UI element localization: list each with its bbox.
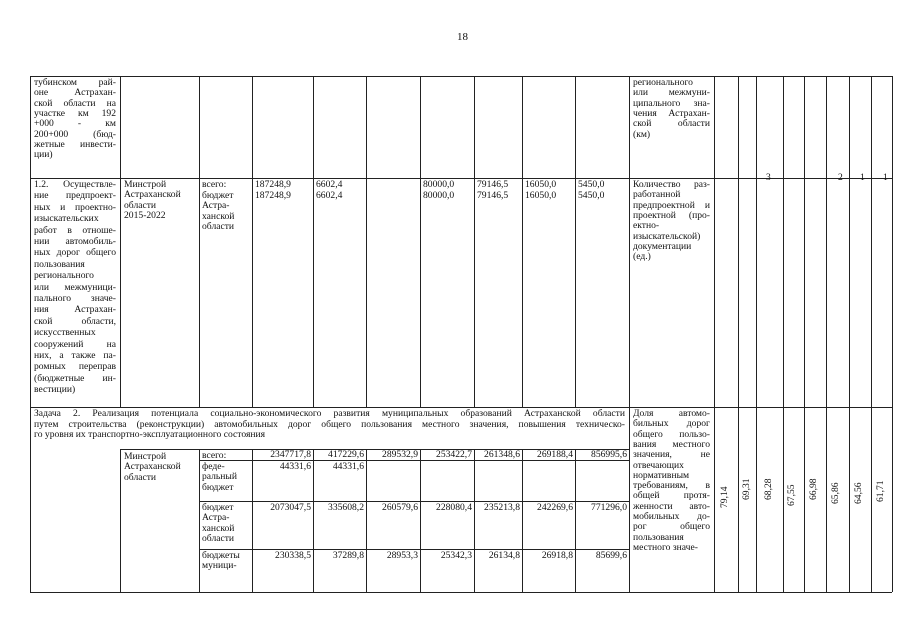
col-divider xyxy=(738,76,739,592)
task2-title-line: го уровня их транспортно-эксплуатационного состояния xyxy=(34,429,266,440)
row2-source-total xyxy=(202,180,226,190)
row2-description-line: сооружений на xyxy=(34,338,116,350)
text-line: Минстрой xyxy=(124,179,167,190)
target-value: 66,98 xyxy=(808,478,819,500)
task2-value-cell: 856995,6 xyxy=(591,449,627,460)
col-divider xyxy=(522,76,523,407)
task2-value-cell: 242269,6 xyxy=(537,502,573,513)
col-divider xyxy=(252,76,253,407)
row1-description-line: жетные инвести- xyxy=(34,138,116,150)
text-line: бюджет xyxy=(202,190,234,201)
row1-description-line: +000 - км xyxy=(34,118,116,130)
row2-value-cell: 5450,0 xyxy=(578,190,605,201)
row2-description-line: ромных переправ xyxy=(34,361,116,373)
text-line: Астраханской xyxy=(124,461,181,473)
page-number: 18 xyxy=(457,31,468,43)
row1-description-line: 200+000 (бюд- xyxy=(34,128,116,140)
text-line: ханской xyxy=(202,210,235,222)
col-divider xyxy=(420,76,421,407)
text-line: всего: xyxy=(202,450,227,461)
text-line: Минстрой xyxy=(124,451,167,462)
text-line: области xyxy=(124,199,157,211)
row2-description-line: (бюджетные ин- xyxy=(34,372,116,384)
task2-source xyxy=(202,551,240,572)
text-line: бюджет xyxy=(202,502,234,513)
task2-indicator-line: женности авто- xyxy=(633,500,710,512)
text-line: бюджеты xyxy=(202,550,240,561)
target-value: 1 xyxy=(883,172,888,183)
text-line: Астра- xyxy=(202,512,230,524)
col-divider xyxy=(871,76,872,592)
text-line: феде- xyxy=(202,461,225,472)
row2-value-cell: 16050,0 xyxy=(525,190,557,201)
row2-description-line: 1.2. Осуществле- xyxy=(34,179,116,190)
row2-description-line: ных дорог общего xyxy=(34,247,116,259)
task2-title-line: путем строительства (реконструкции) автомобильных дорог общего пользования местного значения, повышения техническо- xyxy=(34,418,625,430)
row1-description-line: ской области на xyxy=(34,97,116,109)
table-right-border xyxy=(892,76,893,592)
task2-indicator-line: значения, не xyxy=(633,449,710,461)
row2-indicator-line: изыскательской) xyxy=(633,230,701,242)
task2-value-cell: 26918,8 xyxy=(541,550,573,561)
task2-value-cell: 2347717,8 xyxy=(270,449,311,460)
task2-indicator-line: пользования xyxy=(633,531,684,543)
text-line: области xyxy=(202,532,235,544)
task2-value-cell: 26134,8 xyxy=(488,550,520,561)
row2-executor xyxy=(124,180,181,221)
row2-value-cell: 6602,4 xyxy=(316,179,343,190)
row2-indicator-line: ектно- xyxy=(633,220,660,232)
col-divider xyxy=(420,449,421,592)
task2-value-cell: 260579,6 xyxy=(382,502,418,513)
row2-description-line: вестиции) xyxy=(34,384,76,396)
task2-value-cell: 44331,6 xyxy=(332,461,364,472)
row2-value-cell: 79146,5 xyxy=(477,179,509,190)
text-line: всего: xyxy=(202,179,227,190)
row2-indicator-line: предпроектной и xyxy=(633,199,710,211)
col-divider xyxy=(714,76,715,592)
text-line: ханской xyxy=(202,522,235,534)
task2-indicator-line: общей протя- xyxy=(633,490,710,502)
row2-indicator-line: (ед.) xyxy=(633,251,651,263)
row2-value-cell: 187248,9 xyxy=(255,179,291,190)
target-value: 61,71 xyxy=(875,480,886,502)
text-line: Астраханской xyxy=(124,189,181,201)
col-divider xyxy=(783,76,784,592)
task2-indicator-line: общего пользо- xyxy=(633,428,710,440)
task2-value-cell: 228080,4 xyxy=(436,502,472,513)
task2-indicator-line: вания местного xyxy=(633,438,710,450)
target-value: 1 xyxy=(860,172,865,183)
row1-description-line: ции) xyxy=(34,149,53,161)
col-divider xyxy=(474,76,475,407)
col-divider xyxy=(629,76,630,592)
task2-indicator-line: рог общего xyxy=(633,521,710,533)
target-value: 68,28 xyxy=(763,478,774,500)
row2-value-cell: 79146,5 xyxy=(477,190,509,201)
task2-value-cell: 335608,2 xyxy=(328,502,364,513)
row2-indicator-line: проектной (про- xyxy=(633,209,710,221)
task2-indicator-line: местного значе- xyxy=(633,541,698,553)
col-divider xyxy=(120,76,121,407)
row1-description-line: тубинском рай- xyxy=(34,77,116,88)
task2-indicator-line: нормативным xyxy=(633,469,690,481)
task2-indicator-line: мобильных до- xyxy=(633,511,710,522)
row1-indicator-line: или межмуни- xyxy=(633,87,710,99)
task2-value-cell: 85699,6 xyxy=(595,550,627,561)
row1-description-line: оне Астрахан- xyxy=(34,87,116,99)
table-top-border xyxy=(30,76,892,77)
col-divider xyxy=(120,449,121,592)
task2-source xyxy=(202,451,226,461)
row2-description-line: ской области, xyxy=(34,315,116,327)
target-value: 65,86 xyxy=(830,482,841,504)
row2-value-cell: 6602,4 xyxy=(316,190,343,201)
task2-executor xyxy=(124,452,181,483)
row2-value-cell: 16050,0 xyxy=(525,179,557,190)
col-divider xyxy=(575,449,576,592)
task2-value-cell: 25342,3 xyxy=(440,550,472,561)
col-divider xyxy=(756,76,757,592)
col-divider xyxy=(522,449,523,592)
text-line: бюджет xyxy=(202,481,234,493)
task2-source xyxy=(202,503,234,544)
task2-value-cell: 230338,5 xyxy=(275,550,311,561)
row2-indicator-line: работанной xyxy=(633,189,681,201)
row2-description-line: них, а также па- xyxy=(34,350,116,361)
col-divider xyxy=(30,76,31,592)
target-value: 3 xyxy=(766,172,771,183)
row2-value-cell: 80000,0 xyxy=(423,179,455,190)
row2-description-line: искусственных xyxy=(34,327,96,339)
target-value: 79,14 xyxy=(719,486,730,508)
task2-value-cell: 235213,8 xyxy=(484,502,520,513)
task2-value-cell: 289532,9 xyxy=(382,449,418,460)
row2-value-cell: 5450,0 xyxy=(578,179,605,190)
task2-value-cell: 269188,4 xyxy=(537,449,573,460)
text-line: области xyxy=(202,220,235,232)
row2-description-line: ние предпроект- xyxy=(34,190,116,202)
task2-value-cell: 2073047,5 xyxy=(270,502,311,513)
text-line: Астра- xyxy=(202,200,230,212)
target-value: 64,56 xyxy=(853,482,864,504)
text-line: 2015-2022 xyxy=(124,209,166,221)
task2-value-cell: 44331,6 xyxy=(279,461,311,472)
task2-indicator-line: бильных дорог xyxy=(633,418,710,430)
target-value: 2 xyxy=(838,172,843,183)
col-divider xyxy=(199,76,200,407)
task2-value-cell: 37289,8 xyxy=(332,550,364,561)
row2-description-line: пального значе- xyxy=(34,293,116,304)
task2-value-cell: 253422,7 xyxy=(436,449,472,460)
row2-description-line: или межмуници- xyxy=(34,281,116,293)
text-line: муници- xyxy=(202,560,237,572)
task2-title-line: Задача 2. Реализация потенциала социально-экономического развития муниципальных образований Астраханской области xyxy=(34,408,625,419)
col-divider xyxy=(575,76,576,407)
task2-value-cell: 417229,6 xyxy=(328,449,364,460)
col-divider xyxy=(366,449,367,592)
row1-indicator-line: чения Астрахан- xyxy=(633,107,710,119)
col-divider xyxy=(366,76,367,407)
col-divider xyxy=(804,76,805,592)
col-divider xyxy=(849,76,850,592)
row2-description-line: ния Астрахан- xyxy=(34,304,116,316)
task2-indicator-line: требованиям, в xyxy=(633,480,710,492)
task2-value-cell: 261348,6 xyxy=(484,449,520,460)
target-value: 69,31 xyxy=(741,478,752,500)
row2-value-cell: 80000,0 xyxy=(423,190,455,201)
row2-source-regional xyxy=(202,191,234,232)
text-line: области xyxy=(124,471,157,483)
row1-description-line: участке км 192 xyxy=(34,107,116,119)
row2-description-line: изыскательских xyxy=(34,213,99,225)
target-value: 67,55 xyxy=(786,484,797,506)
row2-description-line: пользования xyxy=(34,258,85,270)
row2-value-cell: 187248,9 xyxy=(255,190,291,201)
task2-value-cell: 28953,3 xyxy=(386,550,418,561)
task2-indicator-line: Доля автомо- xyxy=(633,408,710,419)
row2-indicator-line: документации xyxy=(633,240,692,252)
row2-description-line: нии автомобиль- xyxy=(34,236,116,247)
row2-description-line: ных и проектно- xyxy=(34,201,116,213)
col-divider xyxy=(199,449,200,592)
col-divider xyxy=(313,76,314,407)
row2-description-line: работ в отноше- xyxy=(34,224,116,236)
text-line: ральный xyxy=(202,471,238,483)
row2-description-line: регионального xyxy=(34,270,94,282)
task2-indicator-line: отвечающих xyxy=(633,459,684,471)
table-bottom-border xyxy=(30,592,892,593)
row1-indicator-line: ской области xyxy=(633,118,710,130)
row1-indicator-line: регионального xyxy=(633,77,693,88)
row1-indicator-line: (км) xyxy=(633,128,651,140)
col-divider xyxy=(826,76,827,592)
task2-value-cell: 771296,0 xyxy=(591,502,627,513)
col-divider xyxy=(474,449,475,592)
row1-indicator-line: ципального зна- xyxy=(633,97,710,109)
task2-source xyxy=(202,462,237,493)
row2-indicator-line: Количество раз- xyxy=(633,179,710,190)
